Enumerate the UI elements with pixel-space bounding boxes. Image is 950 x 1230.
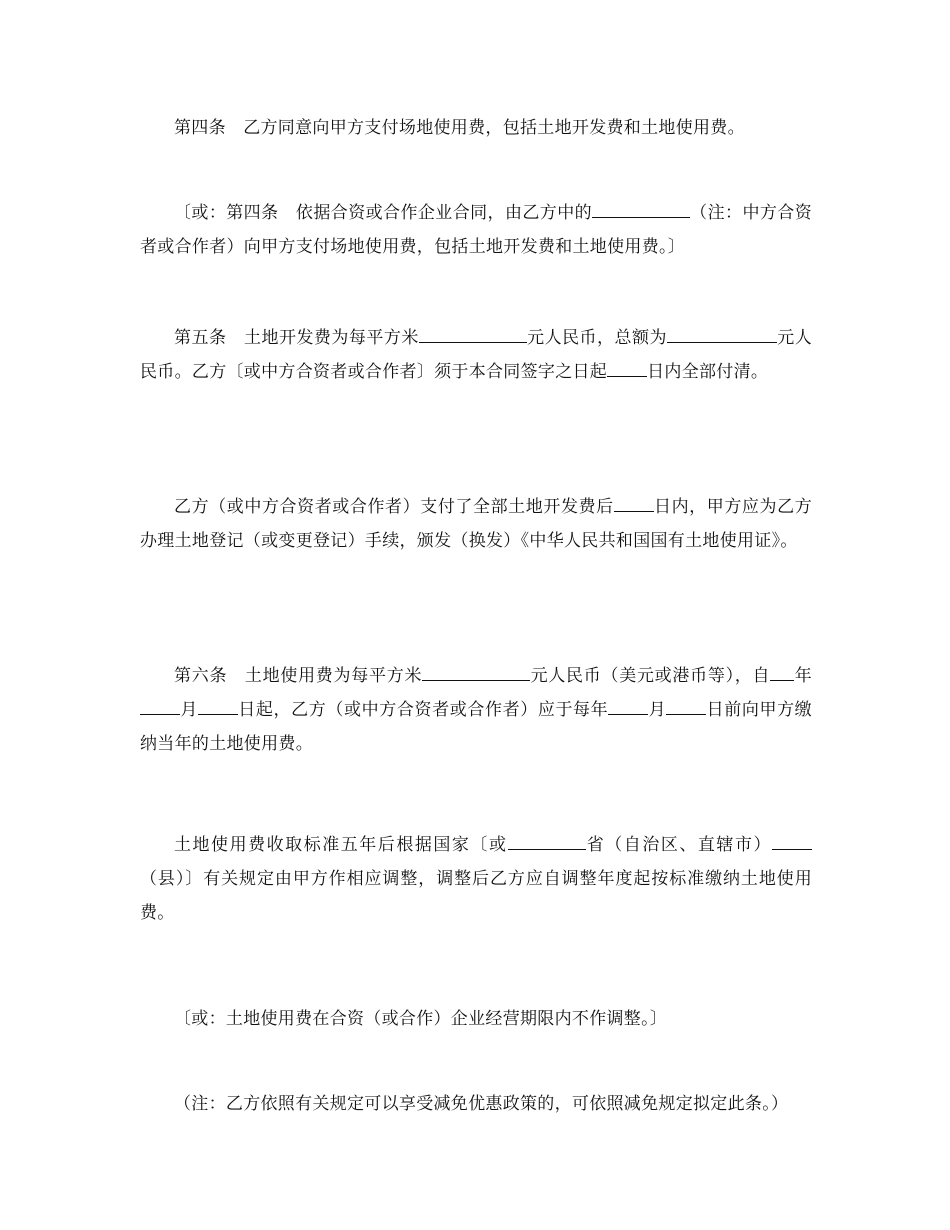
article-6-part2: 元人民币（美元或港币等），自 xyxy=(530,666,771,686)
article-5-part2: 元人民币，总额为 xyxy=(526,328,668,348)
registration-part2: 日内，甲方应为乙方办理土地登记（或变更登记）手续，颁发（换发）《中华人民共和国国有土地使用证》。 xyxy=(140,497,812,551)
article-6-part3: 年 xyxy=(794,666,812,686)
fee-no-adjustment-alternative xyxy=(140,1002,812,1036)
article-4-alternative xyxy=(140,196,812,264)
article-4-text: 第四条 乙方同意向甲方支付场地使用费，包括土地开发费和土地使用费。 xyxy=(174,118,745,138)
fill-blank-annual-month[interactable] xyxy=(608,696,648,715)
article-6-part1: 第六条 土地使用费为每平方米 xyxy=(174,666,423,686)
article-4-alt-part1: 〔或：第四条 依据合资或合作企业合同，由乙方中的 xyxy=(174,203,593,223)
fee-no-adjustment-text: 〔或：土地使用费在合资（或合作）企业经营期限内不作调整。〕 xyxy=(174,1009,668,1029)
article-6-part7: 日前向甲方缴纳当年的土地使用费。 xyxy=(140,700,812,754)
article-5-part3: 元人民币。乙方〔或中方合资者或合作者〕须于本合同签字之日起 xyxy=(140,328,812,382)
article-4-alt-part2: （注：中方合资者或合作者）向甲方支付场地使用费，包括土地开发费和土地使用费。〕 xyxy=(140,203,812,257)
article-5-part1: 第五条 土地开发费为每平方米 xyxy=(174,328,419,348)
fill-blank-start-day[interactable] xyxy=(198,696,238,715)
fee-adjustment xyxy=(140,828,812,930)
article-5-part4: 日内全部付清。 xyxy=(647,362,769,382)
fill-blank-county[interactable] xyxy=(772,831,812,850)
article-6 xyxy=(140,659,812,761)
article-5-registration xyxy=(140,490,812,558)
fill-blank-start-year[interactable] xyxy=(770,662,794,681)
fill-blank-registration-days[interactable] xyxy=(614,493,654,512)
fee-adjustment-part1: 土地使用费收取标准五年后根据国家〔或 xyxy=(174,835,508,855)
fill-blank-dev-fee-total[interactable] xyxy=(667,324,777,343)
registration-part1: 乙方（或中方合资者或合作者）支付了全部土地开发费后 xyxy=(174,497,614,517)
article-6-part6: 月 xyxy=(648,700,667,720)
fill-blank-dev-fee-per-sqm[interactable] xyxy=(419,324,527,343)
article-5 xyxy=(140,321,812,389)
fee-adjustment-part2: 省（自治区、直辖市） xyxy=(585,835,773,855)
article-6-part5: 日起，乙方（或中方合资者或合作者）应于每年 xyxy=(237,700,609,720)
fill-blank-annual-day[interactable] xyxy=(666,696,706,715)
fill-blank-chinese-party[interactable] xyxy=(592,199,690,218)
exemption-note xyxy=(140,1087,812,1121)
fee-adjustment-part3: （县）〕有关规定由甲方作相应调整，调整后乙方应自调整年度起按标准缴纳土地使用费。 xyxy=(140,869,812,923)
document-page xyxy=(140,0,812,1230)
fill-blank-province[interactable] xyxy=(508,831,586,850)
fill-blank-payment-days[interactable] xyxy=(607,358,647,377)
article-6-part4: 月 xyxy=(180,700,198,720)
fill-blank-start-month[interactable] xyxy=(140,696,180,715)
exemption-note-text: （注：乙方依照有关规定可以享受减免优惠政策的，可依照减免规定拟定此条。） xyxy=(174,1094,789,1114)
fill-blank-use-fee-per-sqm[interactable] xyxy=(422,662,530,681)
article-4 xyxy=(140,111,812,145)
